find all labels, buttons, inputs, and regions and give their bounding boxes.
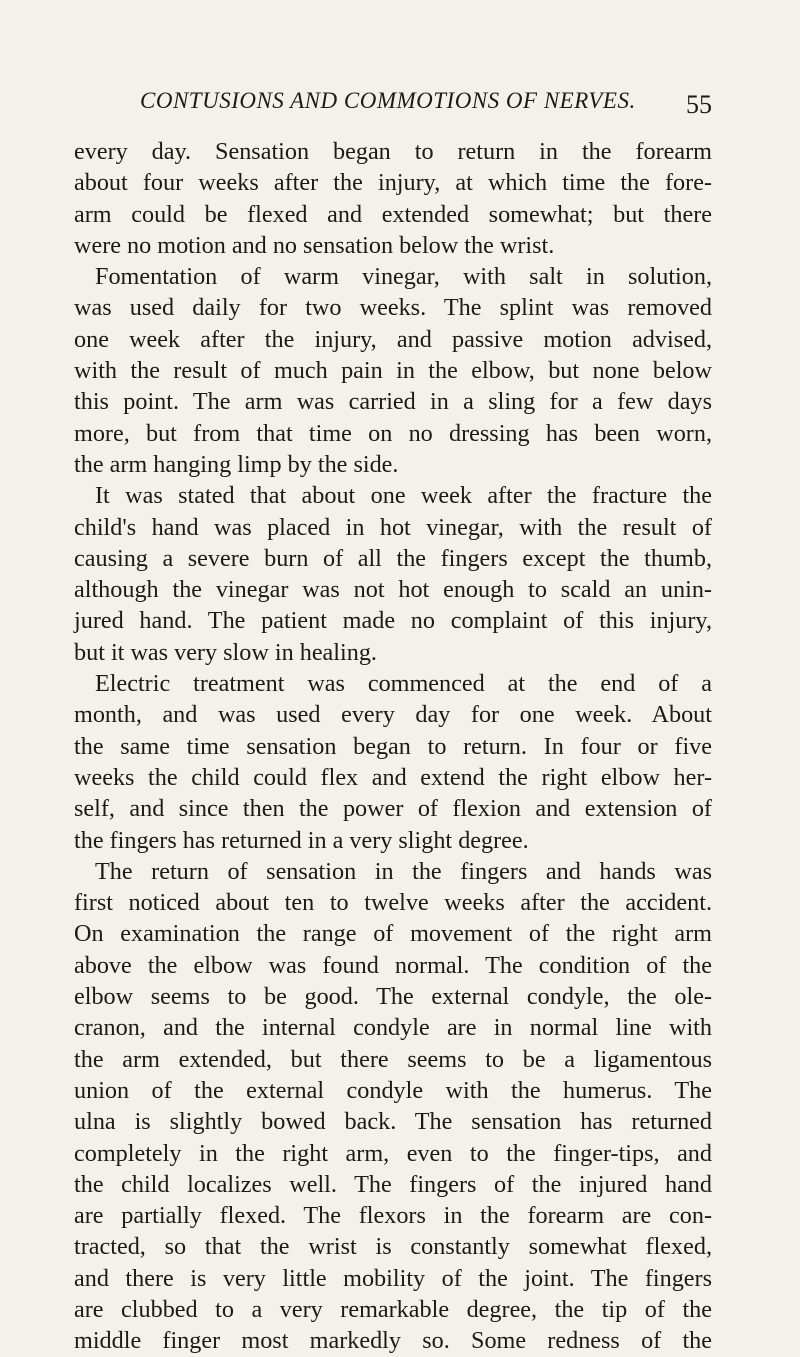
text-line: the fingers has returned in a very slight degree. [74, 826, 529, 854]
text-line: and there is very little mobility of the joint. The fingers [74, 1264, 712, 1292]
text-line: arm could be flexed and extended somewhat; but there [74, 200, 712, 228]
text-line: child's hand was placed in hot vinegar, with the result of [74, 513, 712, 541]
text-line: self, and since then the power of flexion and extension of [74, 795, 712, 823]
running-head [66, 88, 712, 122]
text-line: are clubbed to a very remarkable degree, the tip of the [74, 1295, 712, 1323]
text-line: but it was very slow in healing. [74, 638, 377, 666]
text-line: ulna is slightly bowed back. The sensation has returned [74, 1108, 712, 1136]
running-title: CONTUSIONS AND COMMOTIONS OF NERVES. [140, 88, 636, 113]
text-line: first noticed about ten to twelve weeks after the accident. [74, 889, 712, 917]
text-line: union of the external condyle with the humerus. The [74, 1076, 712, 1104]
text-line: the arm hanging limp by the side. [74, 450, 399, 478]
text-line: are partially flexed. The flexors in the forearm are con- [74, 1202, 712, 1230]
text-line: were no motion and no sensation below the wrist. [74, 231, 555, 259]
text-line: month, and was used every day for one week. About [74, 701, 712, 729]
page-number: 55 [686, 90, 712, 119]
text-line: the same time sensation began to return. In four or five [74, 732, 712, 760]
text-line: although the vinegar was not hot enough to scald an unin- [74, 576, 712, 604]
text-line: the child localizes well. The fingers of the injured hand [74, 1170, 712, 1198]
text-line: tracted, so that the wrist is constantly somewhat flexed, [74, 1233, 712, 1261]
text-line: above the elbow was found normal. The condition of the [74, 951, 712, 979]
text-line: every day. Sensation began to return in the forearm [74, 138, 712, 165]
text-line: On examination the range of movement of the right arm [74, 920, 712, 948]
text-line: elbow seems to be good. The external condyle, the ole- [74, 983, 712, 1011]
text-line: Fomentation of warm vinegar, with salt in solution, [95, 263, 712, 291]
text-line: this point. The arm was carried in a sling for a few days [74, 388, 712, 416]
text-line: the arm extended, but there seems to be a ligamentous [74, 1045, 712, 1073]
text-line: with the result of much pain in the elbow, but none below [74, 357, 712, 385]
text-line: causing a severe burn of all the fingers except the thumb, [74, 544, 712, 572]
text-line: Electric treatment was commenced at the end of a [95, 670, 712, 698]
text-line: It was stated that about one week after the fracture the [95, 482, 712, 510]
text-line: completely in the right arm, even to the finger-tips, and [74, 1139, 712, 1167]
text-line: about four weeks after the injury, at which time the fore- [74, 169, 712, 197]
text-line: weeks the child could flex and extend the right elbow her- [74, 763, 712, 791]
text-line: more, but from that time on no dressing has been worn, [74, 419, 712, 447]
text-line: was used daily for two weeks. The splint was removed [74, 294, 712, 322]
body-text [74, 136, 712, 1357]
text-line: jured hand. The patient made no complaint of this injury, [74, 607, 712, 635]
text-line: cranon, and the internal condyle are in normal line with [74, 1014, 712, 1042]
text-line: one week after the injury, and passive motion advised, [74, 325, 712, 353]
text-line: The return of sensation in the fingers and hands was [95, 857, 712, 885]
text-line: middle finger most markedly so. Some redness of the [74, 1327, 712, 1355]
